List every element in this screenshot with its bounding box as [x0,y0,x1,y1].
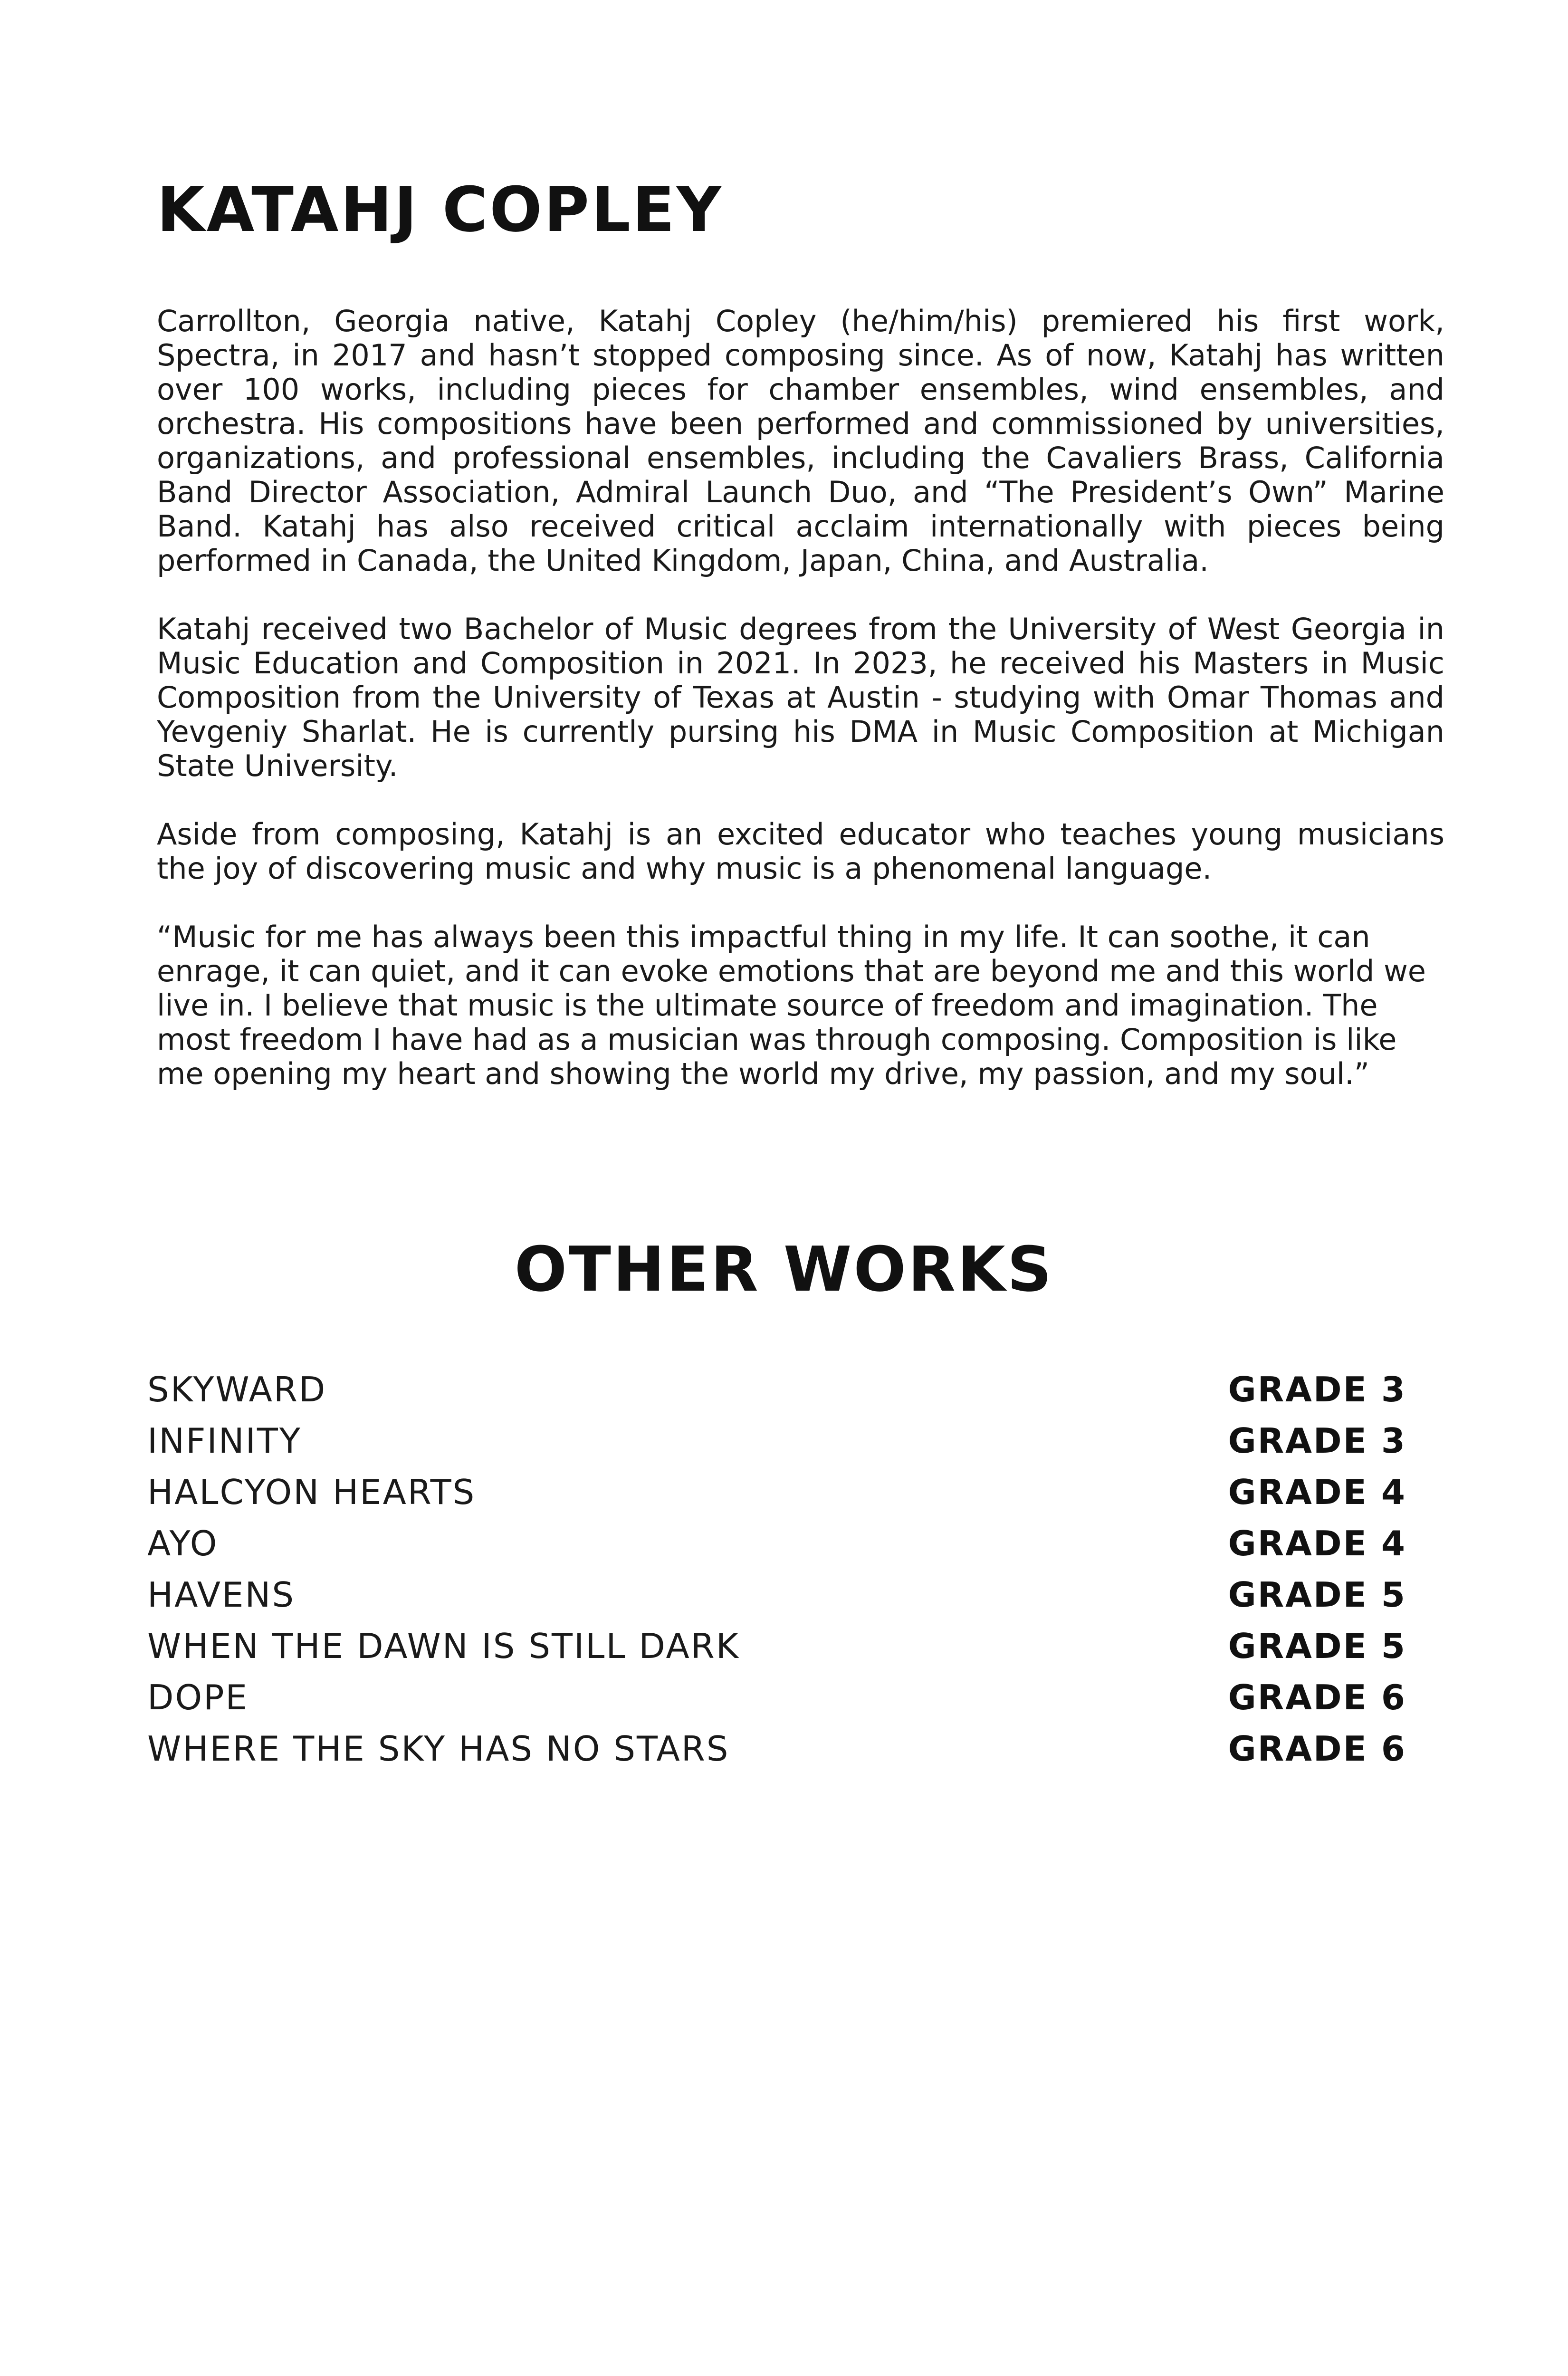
page-title: KATAHJ COPLEY [157,173,723,246]
work-grade: GRADE 3 [1228,1421,1406,1461]
other-works-list [147,1364,1406,1774]
work-title: WHEN THE DAWN IS STILL DARK [147,1626,740,1666]
work-item [147,1364,1406,1415]
work-grade: GRADE 4 [1228,1523,1406,1563]
composer-biography [157,304,1444,1125]
work-title: DOPE [147,1677,249,1717]
work-item [147,1466,1406,1518]
work-item [147,1569,1406,1620]
work-item [147,1723,1406,1774]
bio-paragraph: Aside from composing, Katahj is an excited educator who teaches young musicians the joy of discovering music and why music is a phenomenal language. [157,817,1444,886]
bio-quote: “Music for me has always been this impactful thing in my life. It can soothe, it can enrage, it can quiet, and it can evoke emotions that are beyond me and this world we live in. I believe that music is the ultimate source of freedom and imagination. The most freedom I have had as a musician was through composing. Composition is like me opening my heart and showing the world my drive, my passion, and my soul.” [157,920,1426,1091]
work-title: INFINITY [147,1421,302,1461]
work-title: AYO [147,1523,219,1563]
work-grade: GRADE 5 [1228,1626,1406,1666]
work-grade: GRADE 6 [1228,1729,1406,1769]
work-title: WHERE THE SKY HAS NO STARS [147,1729,730,1769]
work-title: SKYWARD [147,1370,327,1409]
work-grade: GRADE 6 [1228,1677,1406,1717]
work-item [147,1620,1406,1672]
work-item [147,1415,1406,1466]
work-grade: GRADE 5 [1228,1575,1406,1615]
work-item [147,1672,1406,1723]
work-item [147,1518,1406,1569]
work-grade: GRADE 4 [1228,1472,1406,1512]
work-title: HALCYON HEARTS [147,1472,476,1512]
bio-paragraph: Katahj received two Bachelor of Music degrees from the University of West Georgia in Music Education and Composition in 2021. In 2023, he received his Masters in Music Composition from the University of Texas at Austin - studying with Omar Thomas and Yevgeniy Sharlat. He is currently pursing his DMA in Music Composition at Michigan State University. [157,612,1444,783]
work-grade: GRADE 3 [1228,1370,1406,1409]
work-title: HAVENS [147,1575,296,1615]
bio-paragraph: Carrollton, Georgia native, Katahj Copley (he/him/his) premiered his first work, Spectra, in 2017 and hasn’t stopped composing since. As of now, Katahj has written over 100 works, including pieces for chamber ensembles, wind ensembles, and orchestra. His compositions have been performed and commissioned by universities, organizations, and professional ensembles, including the Cavaliers Brass, California Band Director Association, Admiral Launch Duo, and “The President’s Own” Marine Band. Katahj has also received critical acclaim internationally with pieces being performed in Canada, the United Kingdom, Japan, China, and Australia. [157,304,1444,578]
other-works-heading: OTHER WORKS [514,1233,1054,1305]
